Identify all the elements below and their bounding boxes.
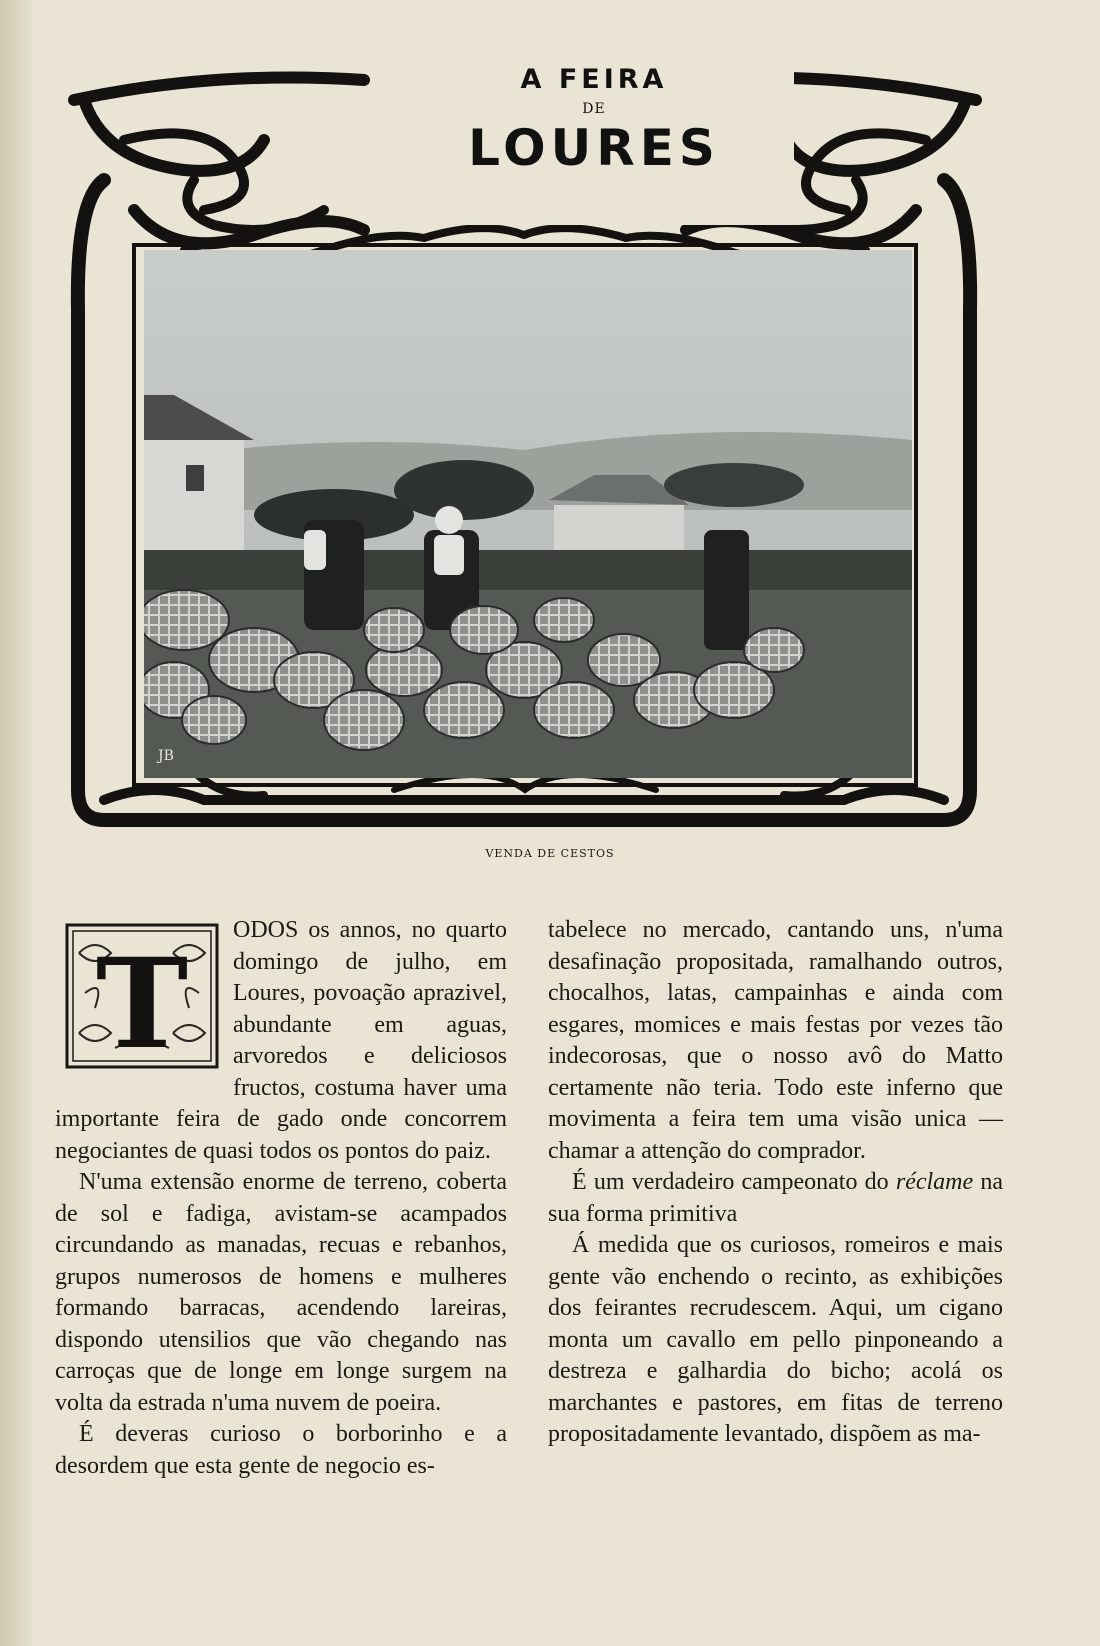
photo-basket-market xyxy=(144,250,912,778)
title-line-2: DE xyxy=(582,101,606,117)
title-block xyxy=(394,60,794,225)
photographer-monogram: JB xyxy=(158,748,174,764)
tree-cluster-right xyxy=(664,463,804,507)
paragraph-continuation: tabelece no mercado, cantando uns, n'uma desafinação propositada, ramalhando outros, chocalhos, latas, campainhas e ainda com esgares, momices e mais festas por vezes tão indecorosas, que o nosso avô do Matto certamente não teria. Todo este inferno que movimenta a feira tem uma visão unica — chamar a attenção do comprador. xyxy=(548,917,1003,1164)
reclame-italic: réclame xyxy=(895,1169,974,1195)
text-column-right xyxy=(548,915,1003,1451)
photo-caption: VENDA DE CESTOS xyxy=(485,847,615,860)
drop-cap-letter: T xyxy=(95,932,189,1069)
paragraph-reclame xyxy=(548,1167,1003,1230)
page-edge xyxy=(0,0,34,1646)
paragraph-recinto: Á medida que os curiosos, romeiros e mais gente vão enchendo o recinto, as exhibições dos feirantes recrudescem. Aqui, um cigano monta um cavallo em pello pinponeando a destreza e galhardia do bicho; acolá os marchantes e pastores, em fitas de terreno propositadamente levantado, dispõem as ma- xyxy=(548,1232,1003,1447)
paragraph-3: É deveras curioso o borborinho e a desordem que esta gente de negocio es- xyxy=(55,1421,507,1479)
paragraph-2: N'uma extensão enorme de terreno, coberta de sol e fadiga, avistam-se acampados circundando as manadas, recuas e rebanhos, grupos numerosos de homens e mulheres formando barracas, acendendo lareiras, dispondo utensilios que vão chegando nas carroças que de longe em longe surgem na volta da estrada n'uma nuvem de poeira. xyxy=(55,1169,507,1416)
drop-cap xyxy=(65,923,219,1069)
paragraph-1: ODOS os annos, no quarto domingo de julho, em Loures, povoação aprazivel, abundante em aguas, arvoredos e deliciosos fructos, costuma haver uma importante feira de gado onde concorrem negociantes de quasi todos os pontos do paiz. xyxy=(55,917,507,1164)
art-nouveau-frame xyxy=(64,60,986,850)
reclame-text-before: É um verdadeiro campeonato do xyxy=(572,1169,896,1195)
title-main: LOURES xyxy=(468,119,720,177)
text-column-left xyxy=(55,915,507,1482)
title-line-1: A FEIRA xyxy=(520,64,668,95)
reclame-text-after: na sua forma primitiva xyxy=(548,1169,1004,1227)
tree-cluster xyxy=(394,460,534,520)
